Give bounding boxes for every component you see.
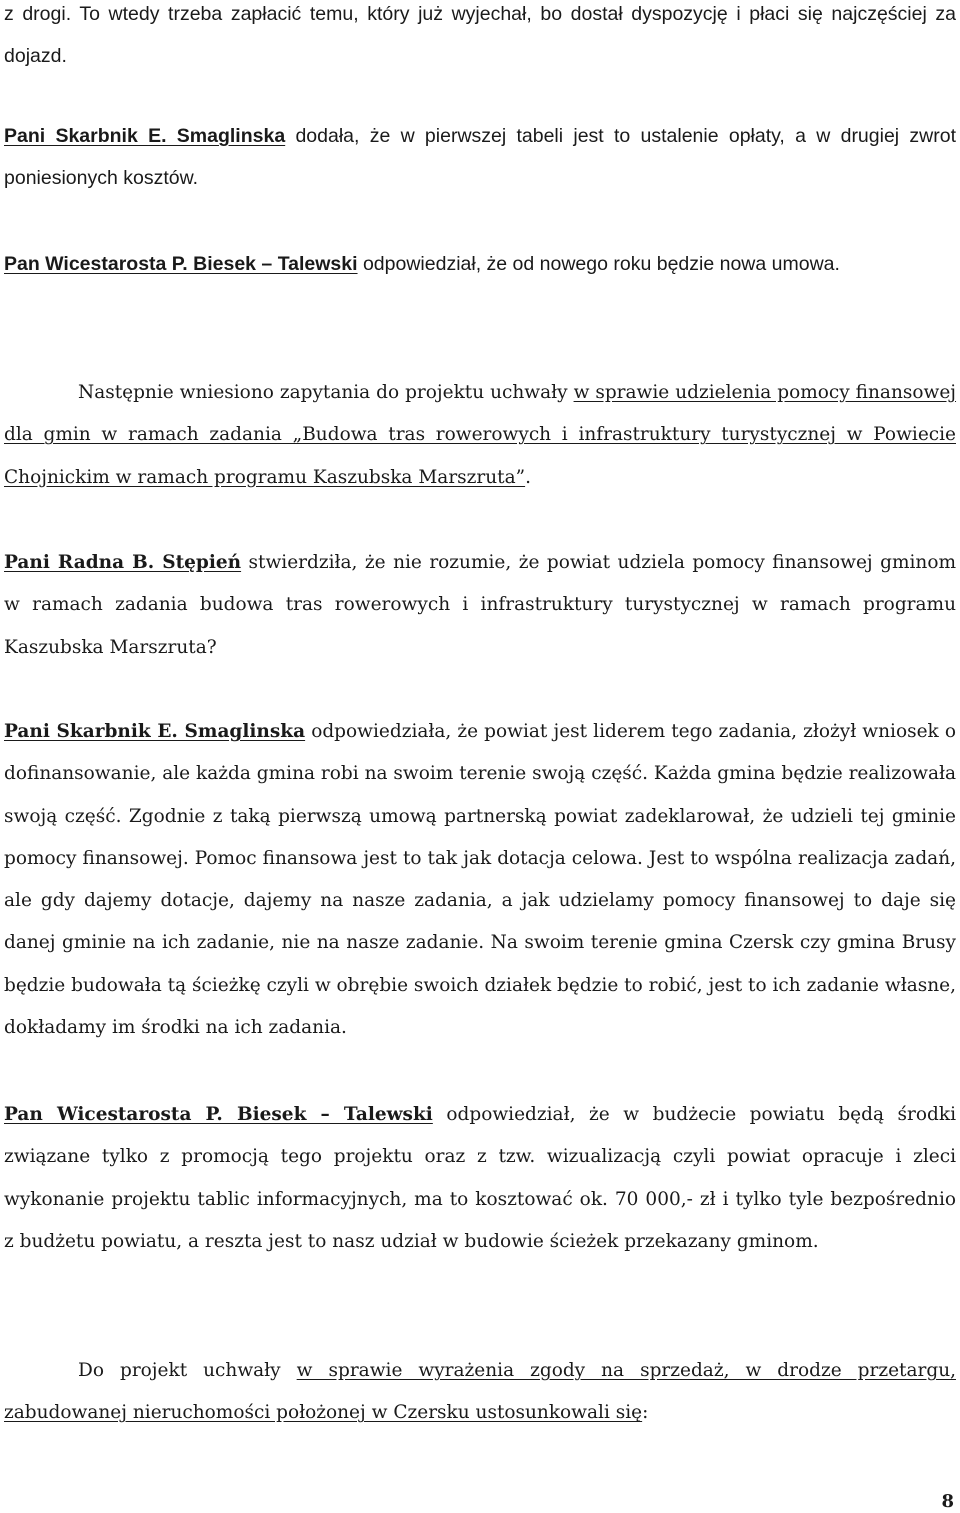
paragraph-continuation (4, 0, 956, 78)
paragraph-text: odpowiedział, że od nowego roku będzie nowa umowa. (357, 253, 840, 275)
paragraph-wicestarosta-2 (4, 1094, 956, 1263)
page-number: 8 (941, 1491, 954, 1512)
speaker-name: Pani Radna B. Stępień (4, 552, 242, 573)
speaker-name: Pani Skarbnik E. Smaglinska (4, 721, 306, 742)
resolution-title: w sprawie wyrażenia zgody na sprzedaż, w drodze przetargu, zabudowanej nieruchomości położonej w Czersku ustosunkowali się (4, 1360, 956, 1424)
paragraph-text: dodała, że w pierwszej tabeli jest to ustalenie opłaty, a w drugiej zwrot poniesionych kosztów. (4, 125, 956, 190)
paragraph-radna (4, 542, 956, 669)
resolution-title: w sprawie udzielenia pomocy finansowej dla gmin w ramach zadania „Budowa tras rowerowych i infrastruktury turystycznej w Powiecie Chojnickim w ramach programu Kaszubska Marszruta” (4, 382, 957, 488)
speaker-name: Pani Skarbnik E. Smaglinska (4, 125, 286, 147)
paragraph-suffix: : (642, 1402, 649, 1424)
paragraph-text: stwierdziła, że nie rozumie, że powiat udziela pomocy finansowej gminom w ramach zadania budowa tras rowerowych i infrastruktury turystycznej w ramach programu Kaszubska Marszruta? (4, 552, 956, 658)
paragraph-prefix: Następnie wniesiono zapytania do projektu uchwały (78, 382, 574, 403)
paragraph-skarbnik-1 (4, 115, 956, 200)
paragraph-wicestarosta-1 (4, 243, 956, 285)
paragraph-projekt-sprzedaz (4, 1350, 956, 1435)
paragraph-prefix: Do projekt uchwały (78, 1360, 297, 1381)
paragraph-text: odpowiedział, że w budżecie powiatu będą środki związane tylko z promocją tego projektu oraz z tzw. wizualizacją czyli powiat opracuje i zleci wykonanie projektu tablic informacyjnych, ma to kosztować ok. 70 000,- zł i tylko tyle bezpośrednio z budżetu powiatu, a reszta jest to nasz udział w budowie ścieżek przekazany gminom. (4, 1104, 956, 1252)
speaker-name: Pan Wicestarosta P. Biesek – Talewski (4, 1104, 433, 1125)
paragraph-text: odpowiedziała, że powiat jest liderem tego zadania, złożył wniosek o dofinansowanie, ale każda gmina robi na swoim terenie swoją część. Każda gmina będzie realizowała swoją część. Zgodnie z taką pierwszą umową partnerską powiat zadeklarował, że udzieli tej gminie pomocy finansowej. Pomoc finansowa jest to tak jak dotacja celowa. Jest to wspólna realizacja zadań, ale gdy dajemy dotacje, dajemy na nasze zadania, a jak udzielamy pomocy finansowej to daje się danej gminie na ich zadanie, nie na nasze zadanie. Na swoim terenie gmina Czersk czy gmina Brusy będzie budowała tą ścieżkę czyli w obrębie swoich działek będzie to robić, jest to ich zadanie własne, dokładamy im środki na ich zadania. (4, 721, 956, 1039)
speaker-name: Pan Wicestarosta P. Biesek – Talewski (4, 253, 358, 275)
paragraph-text: z drogi. To wtedy trzeba zapłacić temu, który już wyjechał, bo dostał dyspozycję i płaci się najczęściej za dojazd. (4, 3, 956, 68)
paragraph-skarbnik-2 (4, 711, 956, 1049)
paragraph-suffix: . (525, 466, 531, 488)
paragraph-zapytania (4, 372, 956, 499)
